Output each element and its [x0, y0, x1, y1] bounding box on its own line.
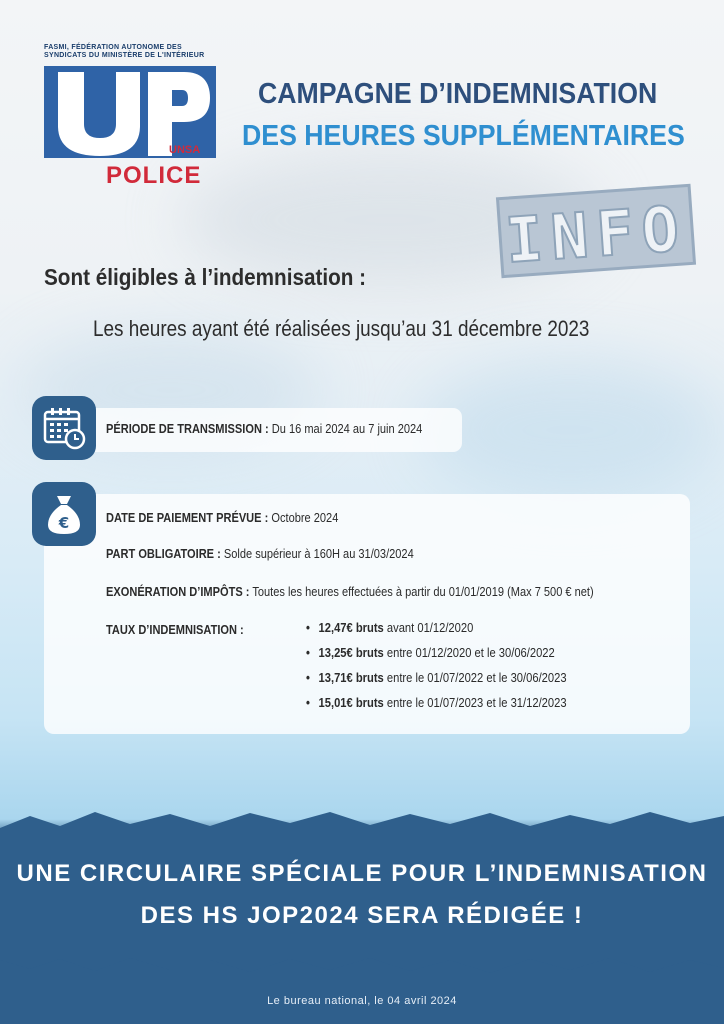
logo-police-text: POLICE	[106, 162, 202, 189]
page-title-line2: DES HEURES SUPPLÉMENTAIRES	[242, 120, 685, 152]
banner-line1: UNE CIRCULAIRE SPÉCIALE POUR L’INDEMNISATION	[16, 860, 708, 887]
list-item	[306, 670, 567, 690]
part-value: Solde supérieur à 160H au 31/03/2024	[223, 546, 414, 561]
payment-label: DATE DE PAIEMENT PRÉVUE :	[106, 510, 269, 525]
rate-amount: 13,71€ bruts	[318, 670, 384, 685]
rate-amount: 12,47€ bruts	[318, 620, 384, 635]
payment-value: Octobre 2024	[271, 510, 339, 525]
announcement-banner	[0, 808, 724, 978]
logo-org-line1: FASMI, FÉDÉRATION AUTONOME DES	[44, 44, 182, 51]
info-stamp	[493, 179, 699, 283]
banner-line2: DES HS JOP2024 SERA RÉDIGÉE !	[140, 902, 584, 929]
logo-org-line2: SYNDICATS DU MINISTÈRE DE L'INTÉRIEUR	[44, 52, 205, 59]
list-item	[306, 695, 567, 715]
info-stamp-text: INFO	[503, 191, 690, 278]
part-label: PART OBLIGATOIRE :	[106, 546, 221, 561]
taux-row	[106, 622, 244, 637]
logo-unsa: UNSA	[169, 144, 201, 156]
svg-text:€: €	[58, 514, 70, 532]
transmission-label: PÉRIODE DE TRANSMISSION :	[106, 421, 269, 436]
list-item	[306, 620, 567, 640]
taux-label: TAUX D’INDEMNISATION :	[106, 622, 244, 637]
footer-signature: Le bureau national, le 04 avril 2024	[267, 995, 457, 1007]
logo-org-text	[44, 44, 216, 60]
exoneration-value: Toutes les heures effectuées à partir du 01/01/2019 (Max 7 500 € net)	[252, 584, 594, 599]
exoneration-row	[106, 584, 594, 599]
exoneration-label: EXONÉRATION D’IMPÔTS :	[106, 584, 250, 599]
money-bag-icon	[32, 482, 96, 546]
transmission-row	[106, 421, 422, 436]
eligibility-text: Les heures ayant été réalisées jusqu’au 31 décembre 2023	[93, 316, 590, 341]
part-row	[106, 546, 414, 561]
rates-list	[306, 620, 609, 720]
logo-police	[106, 162, 201, 190]
eligibility-heading: Sont éligibles à l’indemnisation :	[44, 264, 367, 290]
rate-amount: 13,25€ bruts	[318, 645, 384, 660]
rate-period: avant 01/12/2020	[386, 620, 474, 635]
page-title-line1: CAMPAGNE D’INDEMNISATION	[258, 78, 658, 110]
rate-period: entre 01/12/2020 et le 30/06/2022	[386, 645, 555, 660]
list-item	[306, 645, 567, 665]
payment-row	[106, 510, 338, 525]
background-texture	[420, 360, 720, 500]
up-police-logo	[44, 44, 216, 189]
transmission-value: Du 16 mai 2024 au 7 juin 2024	[271, 421, 423, 436]
calendar-icon	[32, 396, 96, 460]
rate-amount: 15,01€ bruts	[318, 695, 384, 710]
rate-period: entre le 01/07/2023 et le 31/12/2023	[386, 695, 567, 710]
rate-period: entre le 01/07/2022 et le 30/06/2023	[386, 670, 567, 685]
